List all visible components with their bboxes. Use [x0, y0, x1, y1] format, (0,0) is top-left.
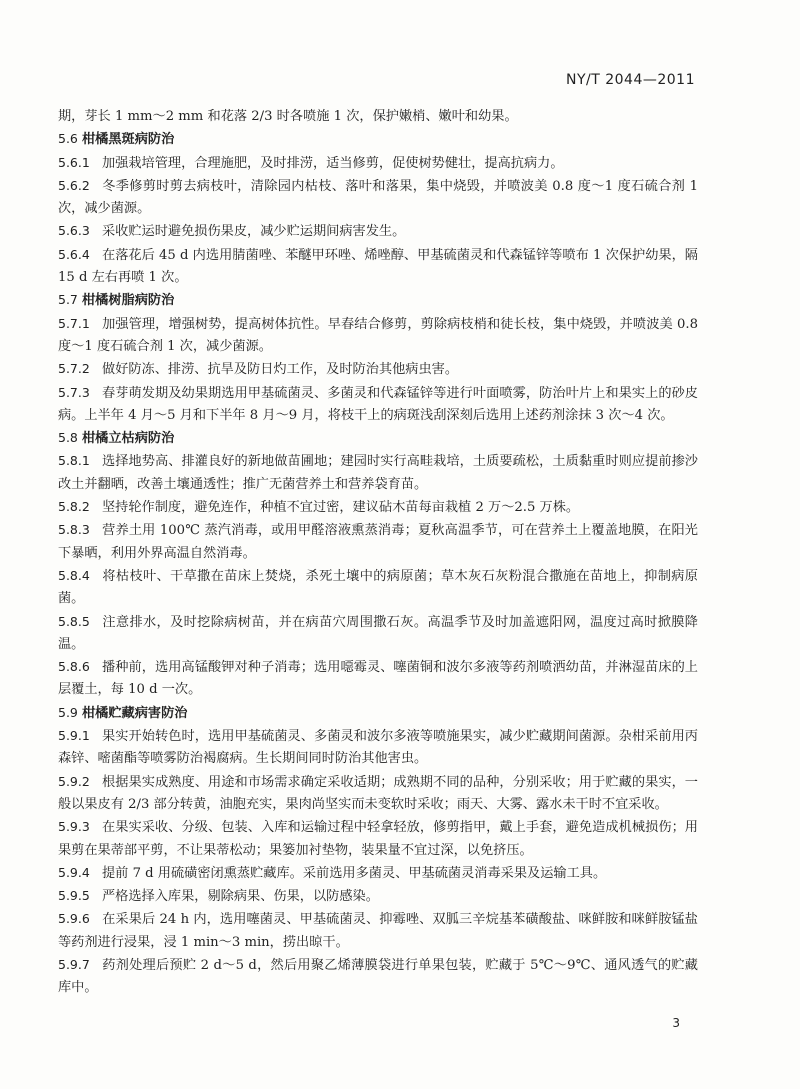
clause-text: 营养土用 100℃ 蒸汽消毒，或用甲醛溶液熏蒸消毒；夏秋高温季节，可在营养土上覆盖地膜，在阳光下暴晒，利用外界高温自然消毒。	[58, 523, 698, 561]
clause-number: 5.8.2	[58, 499, 90, 515]
clause-item	[58, 313, 698, 359]
clause-number: 5.6.1	[58, 154, 90, 170]
clause-item	[58, 220, 698, 243]
clause-text: 播种前，选用高锰酸钾对种子消毒；选用噁霉灵、噻菌铜和波尔多液等药剂喷洒幼苗，并淋湿苗床的上层覆土，每 10 d 一次。	[58, 660, 698, 698]
clause-item	[58, 244, 698, 290]
clause-item	[58, 954, 698, 1000]
clause-number: 5.9.5	[58, 888, 90, 904]
clause-number: 5.7.2	[58, 361, 90, 377]
clause-number: 5.9.6	[58, 911, 90, 927]
clause-item	[58, 862, 698, 885]
section-heading	[58, 289, 698, 312]
clause-item	[58, 496, 698, 519]
clause-item	[58, 725, 698, 771]
clause-item	[58, 175, 698, 221]
clause-number: 5.8.4	[58, 567, 90, 583]
clause-text: 注意排水，及时挖除病树苗，并在病苗穴周围撒石灰。高温季节及时加盖遮阳网，温度过高时掀膜降温。	[58, 614, 698, 652]
continuation-paragraph: 期，芽长 1 mm～2 mm 和花落 2/3 时各喷施 1 次，保护嫩梢、嫩叶和幼果。	[58, 109, 518, 124]
section-number: 5.7	[58, 292, 78, 308]
clause-text: 选择地势高、排灌良好的新地做苗圃地；建园时实行高畦栽培，土质要疏松，土质黏重时则应提前掺沙改土并翻晒，改善土壤通透性；推广无菌营养土和营养袋育苗。	[58, 454, 698, 492]
clause-text: 冬季修剪时剪去病枝叶，清除园内枯枝、落叶和落果，集中烧毁，并喷波美 0.8 度～1 度石硫合剂 1 次，减少菌源。	[58, 178, 698, 217]
section-title: 柑橘立枯病防治	[82, 431, 175, 447]
section-heading	[58, 427, 698, 450]
clause-number: 5.8.5	[58, 613, 90, 629]
section-title: 柑橘树脂病防治	[82, 293, 175, 309]
clause-item	[58, 908, 698, 954]
clause-number: 5.9.2	[58, 773, 90, 789]
clause-text: 将枯枝叶、干草撒在苗床上焚烧，杀死土壤中的病原菌；草木灰石灰粉混合撒施在苗地上，抑制病原菌。	[58, 568, 698, 607]
section-heading	[58, 128, 698, 151]
page-number: 3	[672, 1016, 680, 1030]
section-title: 柑橘黑斑病防治	[82, 132, 175, 148]
clause-item	[58, 382, 698, 428]
clause-item	[58, 358, 698, 381]
clause-number: 5.9.7	[58, 956, 90, 972]
clause-number: 5.7.1	[58, 315, 90, 331]
clause-text: 在果实采收、分级、包装、入库和运输过程中轻拿轻放，修剪指甲，戴上手套，避免造成机械损伤；用果剪在果蒂部平剪，不让果蒂松动；果篓加衬垫物，装果量不宜过深，以免挤压。	[58, 820, 698, 858]
clause-number: 5.6.2	[58, 177, 90, 193]
clause-number: 5.8.1	[58, 453, 90, 469]
clause-text: 果实开始转色时，选用甲基硫菌灵、多菌灵和波尔多液等喷施果实，减少贮藏期间菌源。杂柑采前用丙森锌、嘧菌酯等喷雾防治褐腐病。生长期间同时防治其他害虫。	[58, 729, 698, 767]
clause-text: 加强栽培管理，合理施肥，及时排涝，适当修剪，促使树势健壮，提高抗病力。	[102, 155, 564, 171]
clause-text: 采收贮运时避免损伤果皮，减少贮运期间病害发生。	[102, 224, 406, 240]
clause-number: 5.9.1	[58, 728, 90, 744]
clause-item	[58, 519, 698, 565]
clause-text: 加强管理，增强树势，提高树体抗性。早春结合修剪，剪除病枝梢和徒长枝，集中烧毁，并喷波美 0.8 度～1 度石硫合剂 1 次，减少菌源。	[58, 316, 698, 354]
clause-item	[58, 816, 698, 862]
clause-text: 春芽萌发期及幼果期选用甲基硫菌灵、多菌灵和代森锰锌等进行叶面喷雾，防治叶片上和果实上的砂皮病。上半年 4 月～5 月和下半年 8 月～9 月，将枝干上的病斑浅刮深刻后选用上述药剂涂抹 3 次～4 次。	[58, 385, 698, 423]
clause-item	[58, 771, 698, 817]
clause-number: 5.7.3	[58, 384, 90, 400]
clause-item	[58, 565, 698, 611]
clause-item	[58, 450, 698, 496]
clause-number: 5.8.3	[58, 522, 90, 538]
clause-text: 严格选择入库果，剔除病果、伤果，以防感染。	[102, 889, 379, 905]
section-number: 5.8	[58, 430, 78, 446]
section-number: 5.6	[58, 131, 78, 147]
document-body	[58, 106, 698, 1000]
clause-text: 药剂处理后预贮 2 d～5 d，然后用聚乙烯薄膜袋进行单果包装，贮藏于 5℃～9℃、通风透气的贮藏库中。	[58, 957, 698, 996]
clause-item	[58, 611, 698, 657]
section-number: 5.9	[58, 704, 78, 720]
clause-text: 根据果实成熟度、用途和市场需求确定采收适期；成熟期不同的品种，分别采收；用于贮藏的果实，一般以果皮有 2/3 部分转黄，油胞充实，果肉尚坚实而未变软时采收；雨天、大雾、露水未干时不宜采收。	[58, 774, 698, 812]
clause-item	[58, 152, 698, 175]
standard-code: NY/T 2044—2011	[565, 72, 695, 88]
clause-number: 5.8.6	[58, 659, 90, 675]
clause-number: 5.6.4	[58, 246, 90, 262]
section-title: 柑橘贮藏病害防治	[82, 705, 188, 721]
clause-text: 提前 7 d 用硫磺密闭熏蒸贮藏库。采前选用多菌灵、甲基硫菌灵消毒采果及运输工具。	[102, 865, 607, 881]
clause-item	[58, 885, 698, 908]
clause-text: 坚持轮作制度，避免连作，种植不宜过密，建议砧木苗每亩栽植 2 万～2.5 万株。	[102, 500, 580, 516]
clause-text: 在采果后 24 h 内，选用噻菌灵、甲基硫菌灵、抑霉唑、双胍三辛烷基苯磺酸盐、咪鲜胺和咪鲜胺锰盐等药剂进行浸果，浸 1 min～3 min，捞出晾干。	[58, 912, 698, 950]
section-heading	[58, 702, 698, 725]
clause-text: 做好防冻、排涝、抗旱及防日灼工作，及时防治其他病虫害。	[102, 362, 459, 378]
clause-number: 5.6.3	[58, 223, 90, 239]
clause-text: 在落花后 45 d 内选用腈菌唑、苯醚甲环唑、烯唑醇、甲基硫菌灵和代森锰锌等喷布 1 次保护幼果，隔 15 d 左右再喷 1 次。	[58, 247, 698, 286]
clause-number: 5.9.4	[58, 864, 90, 880]
clause-item	[58, 656, 698, 702]
clause-number: 5.9.3	[58, 819, 90, 835]
